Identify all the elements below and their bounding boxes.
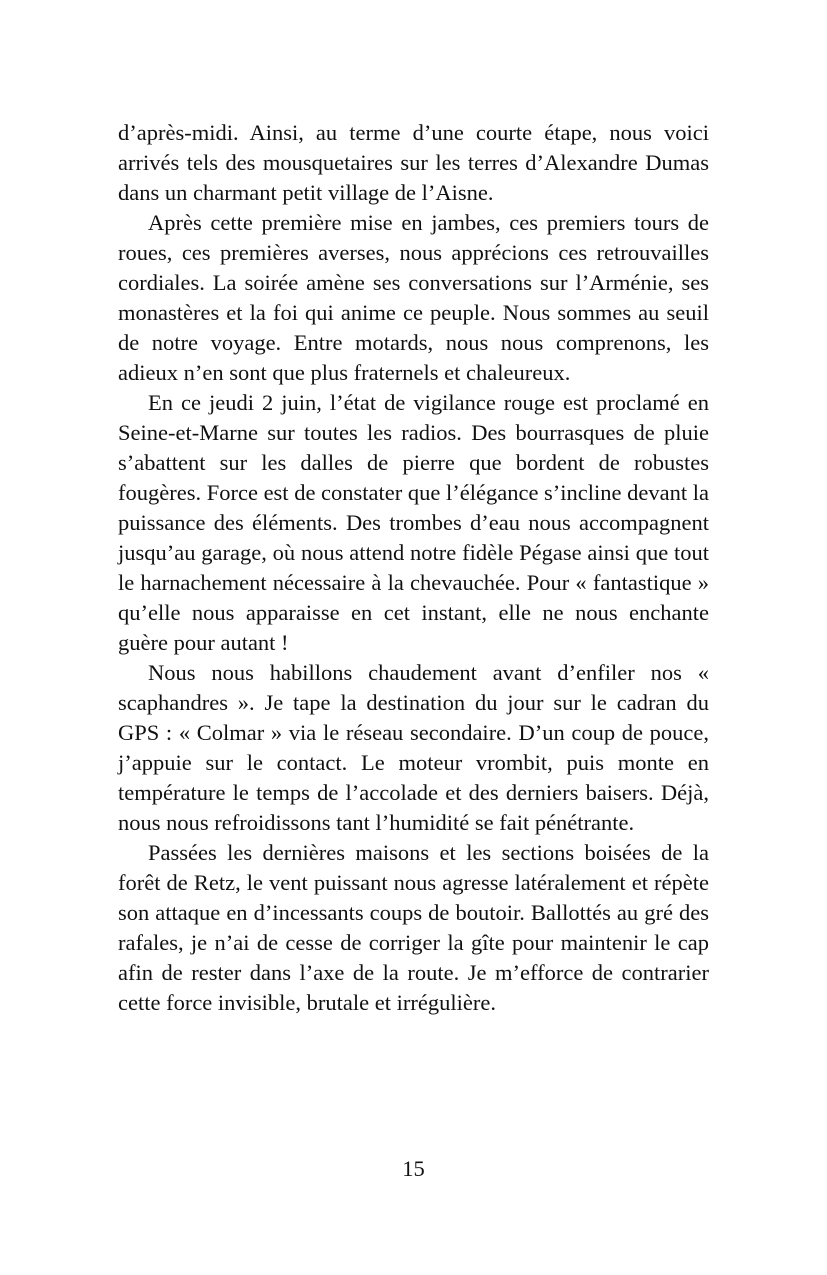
paragraph-vigilance-rouge: En ce jeudi 2 juin, l’état de vigilance rouge est proclamé en Seine-et-Marne sur toutes les radios. Des bourrasques de pluie s’abattent sur les dalles de pierre que bordent de robustes fougères. Force est de constater que l’élégance s’incline devant la puissance des éléments. Des trombes d’eau nous accompagnent jusqu’au garage, où nous attend notre fidèle Pégase ainsi que tout le harnachement nécessaire à la chevauchée. Pour « fantastique » qu’elle nous apparaisse en cet instant, elle ne nous enchante guère pour autant ! bbox=[118, 390, 709, 655]
paragraph-depart: Nous nous habillons chaudement avant d’enfiler nos « scaphandres ». Je tape la destination du jour sur le cadran du GPS : « Colmar » via le réseau secondaire. D’un coup de pouce, j’appuie sur le contact. Le moteur vrombit, puis monte en température le temps de l’accolade et des derniers baisers. Déjà, nous nous refroidissons tant l’humidité se fait pénétrante. bbox=[118, 660, 709, 835]
paragraph-continued: d’après-midi. Ainsi, au terme d’une courte étape, nous voici arrivés tels des mousquetaires sur les terres d’Alexandre Dumas dans un charmant petit village de l’Aisne. bbox=[118, 120, 709, 205]
page-number: 15 bbox=[402, 1156, 425, 1181]
paragraph-foret-de-retz: Passées les dernières maisons et les sections boisées de la forêt de Retz, le vent puissant nous agresse latéralement et répète son attaque en d’incessants coups de boutoir. Ballottés au gré des rafales, je n’ai de cesse de corriger la gîte pour maintenir le cap afin de rester dans l’axe de la route. Je m’efforce de contrarier cette force invisible, brutale et irrégulière. bbox=[118, 840, 709, 1015]
paragraph-retrouvailles: Après cette première mise en jambes, ces premiers tours de roues, ces premières averses, nous apprécions ces retrouvailles cordiales. La soirée amène ses conversations sur l’Arménie, ses monastères et la foi qui anime ce peuple. Nous sommes au seuil de notre voyage. Entre motards, nous nous comprenons, les adieux n’en sont que plus fraternels et chaleureux. bbox=[118, 210, 709, 385]
book-page bbox=[118, 118, 709, 1198]
